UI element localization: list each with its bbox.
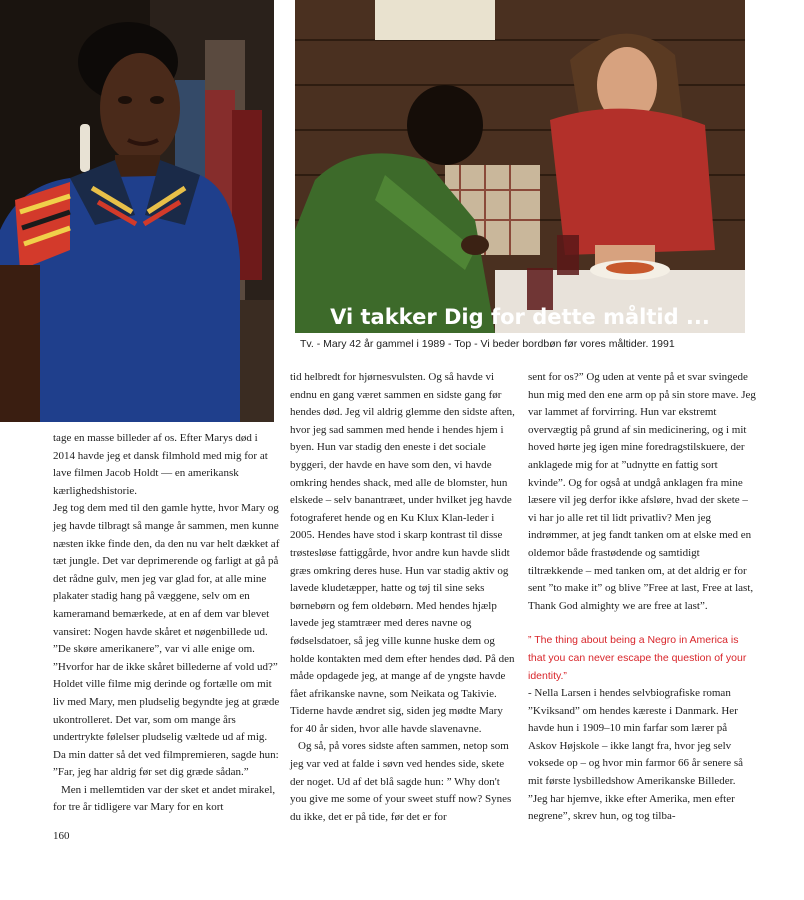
text-column-2 <box>290 369 518 826</box>
portrait-photo <box>0 0 274 422</box>
paragraph: Og så, på vores sidste aften sammen, netop som jeg var ved at falde i søvn ved hendes side, skete der noget. Ud af det blå sagde hun: ” Why don't you give me some of your sweet stuff now? Synes du ikke, det er på tide, før det er for <box>290 740 512 823</box>
photo-caption: Tv. - Mary 42 år gammel i 1989 - Top - Vi beder bordbøn før vores måltider. 1991 <box>300 338 675 350</box>
dinner-grace-photo <box>295 0 745 333</box>
dinner-grace-photo-art <box>295 0 745 333</box>
paragraph: Men i mellemtiden var der sket et andet mirakel, for tre år tidligere var Mary for en kort <box>53 783 276 814</box>
page-number: 160 <box>53 830 70 842</box>
video-subtitle: Vi takker Dig for dette måltid ... <box>330 305 710 329</box>
text-column-1 <box>53 430 281 817</box>
paragraph: tage en masse billeder af os. Efter Marys død i 2014 havde jeg et dansk filmhold med mig for at lave filmen Jacob Holdt — en amerikansk kærlighedshistorie. <box>53 432 268 497</box>
paragraph: - Nella Larsen i hendes selvbiografiske roman ”Kviksand” om hendes kæreste i Danmark. Her havde hun i 1909–10 min farfar som lærer på Askov Højskole – ikke langt fra, hvor jeg selv voksede op – og hvor min farmor 66 år senere så mit første lysbilledshow Amerikanske Billeder. ”Jeg har hjemve, ikke efter Amerika, men efter negrene”, skrev hun, og tog tilba- <box>528 687 744 823</box>
text-column-3 <box>528 369 756 826</box>
portrait-photo-art <box>0 0 274 422</box>
paragraph: Jeg tog dem med til den gamle hytte, hvor Mary og jeg havde tilbragt så mange år sammen, men kunne næsten ikke finde den, da den nu var helt dækket af tæt jungle. Det var deprimerende og farligt at gå på det rådne gulv, men jeg var glad for, at alle mine plakater stadig hang på væggene, selv om en kameramand bemærkede, at en af dem var blevet vansiret: Nogen havde skåret et nøgenbillede ud. ”De skøre amerikanere”, var vi alle enige om. ”Hvorfor har de ikke skåret billederne af vold ud?” Holdet ville filme mig derinde og fortælle om mit liv med Mary, men pludselig begyndte jeg at græde ukontrolleret. Det var, som om mange års undertrykte følelser pludselig væltede ud af mig. Da min datter så det ved filmpremieren, sagde hun: ”Far, jeg har aldrig før set dig græde sådan.” <box>53 502 280 779</box>
paragraph: tid helbredt for hjørnesvulsten. Og så havde vi endnu en gang været sammen en sidste gang før hendes død. Jeg vil aldrig glemme den sidste aften, hvor jeg sad sammen med hende i hendes hjem i byen. Hun var stadig den eneste i det sociale byggeri, der havde en have som den, vi havde omkring hendes shack, med alle de blomster, hun elskede – selv banantræet, under hvilket jeg havde fotograferet hende og en Ku Klux Klan-leder i 2005. Hendes have stod i skarp kontrast til disse trøstesløse fattiggårde, hvor andre kun havde slidt græs omkring deres huse. Hun var stadig aktiv og lavede kludetæpper, hatte og tøj til sine seks børnebørn og fem oldebørn. Med hendes hjælp lavede jeg stamtræer med deres navne og fødselsdatoer, så jeg ville kunne huske dem og holde kontakten med dem efter hendes død. På den måde opdagede jeg, at mange af de yngste havde fået afrikanske navne, som Neikata og Takivie. Tiderne havde ændret sig, siden jeg mødte Mary for 40 år siden, hvor alle havde slavenavne. <box>290 371 515 735</box>
paragraph: sent for os?” Og uden at vente på et svar svingede hun mig med den ene arm op på sin store mave. Jeg var lammet af forvirring. Hun var ekstremt overvægtig på grund af sin medicinering, og i mit hoved hørte jeg igen mine foredragstilskuere, der anklagede mig for at ”udnytte en fattig sort kvinde”. Og for også at undgå anklagen fra mine læsere vil jeg derfor ikke afsløre, hvad der skete – vi har jo alle ret til lidt privatliv? Men jeg indrømmer, at jeg fandt tanken om at elske med en oldemor både frastødende og samtidigt tiltrækkende – med tanken om, at det aldrig er for sent ”to make it” og blive ”Free at last, Free at last, Thank God almighty we are free at last”. <box>528 371 756 612</box>
pull-quote: ” The thing about being a Negro in America is that you can never escape the question of your identity.” <box>528 634 747 682</box>
